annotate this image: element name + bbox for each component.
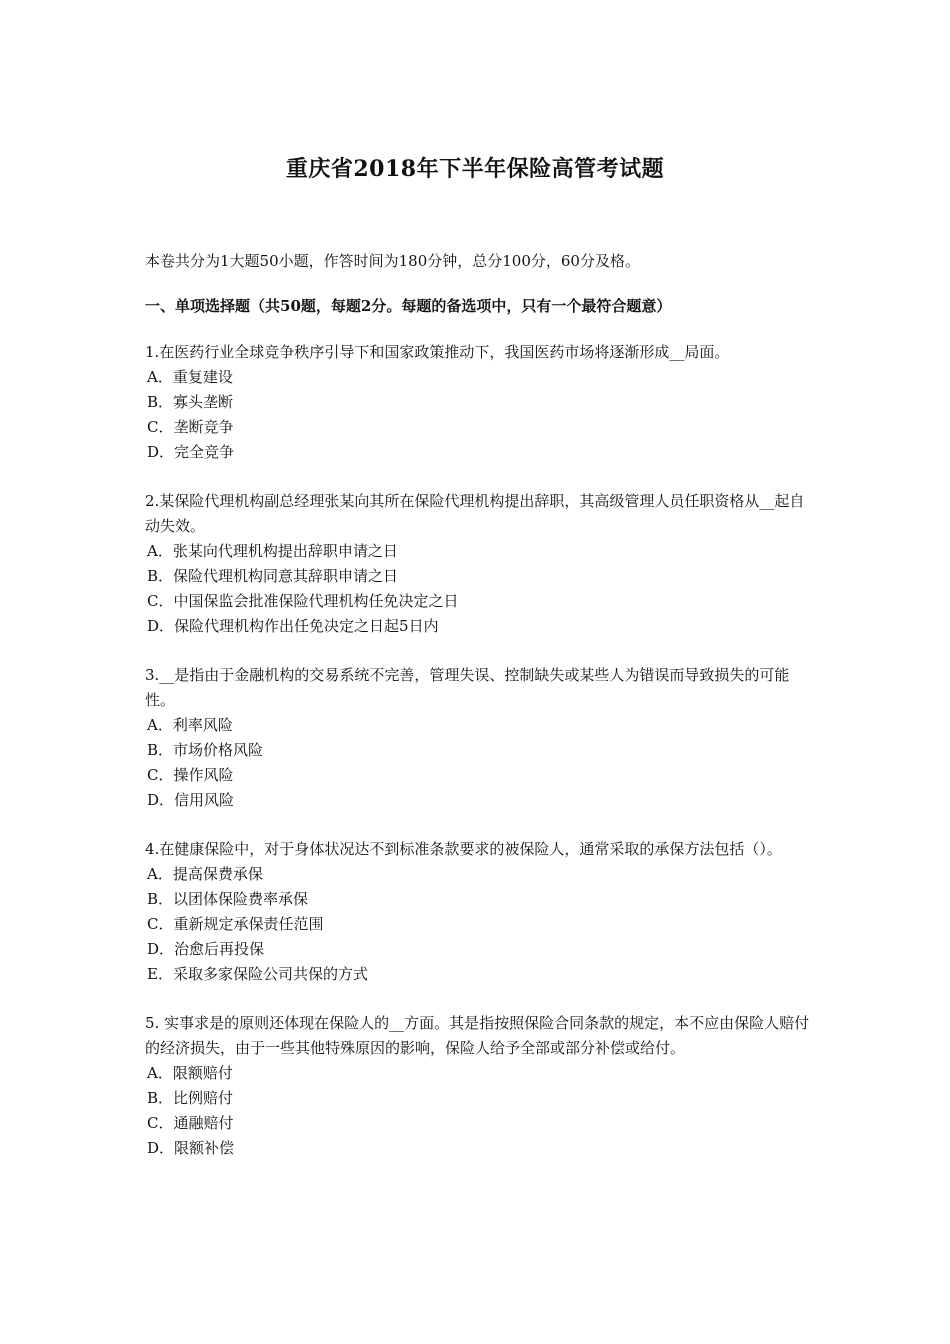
question-stem: 4.在健康保险中，对于身体状况达不到标准条款要求的被保险人，通常采取的承保方法包括（）。 bbox=[145, 840, 782, 858]
answer-option: B．比例赔付 bbox=[147, 1089, 234, 1107]
answer-option: D．完全竞争 bbox=[147, 443, 235, 461]
answer-option: B．以团体保险费率承保 bbox=[147, 890, 309, 908]
answer-option: B．市场价格风险 bbox=[147, 741, 264, 759]
document-body bbox=[145, 249, 815, 1185]
answer-option: D．信用风险 bbox=[147, 791, 235, 809]
question-stem: 5. 实事求是的原则还体现在保险人的__方面。其是指按照保险合同条款的规定，本不应由保险人赔付的经济损失，由于一些其他特殊原因的影响，保险人给予全部或部分补偿或给付。 bbox=[145, 1014, 810, 1057]
question-4 bbox=[145, 837, 815, 987]
answer-option: B．保险代理机构同意其辞职申请之日 bbox=[147, 567, 399, 585]
answer-option: C．通融赔付 bbox=[147, 1114, 234, 1132]
answer-option: C．操作风险 bbox=[147, 766, 234, 784]
answer-option: D．保险代理机构作出任免决定之日起5日内 bbox=[147, 617, 439, 635]
answer-option: A．重复建设 bbox=[147, 368, 233, 386]
option-list bbox=[145, 713, 815, 813]
question-stem: 3.__是指由于金融机构的交易系统不完善，管理失误、控制缺失或某些人为错误而导致损失的可能性。 bbox=[145, 666, 790, 709]
answer-option: E．采取多家保险公司共保的方式 bbox=[147, 965, 368, 983]
answer-option: C．重新规定承保责任范围 bbox=[147, 915, 324, 933]
option-list bbox=[145, 365, 815, 465]
answer-option: A．利率风险 bbox=[147, 716, 233, 734]
answer-option: A．张某向代理机构提出辞职申请之日 bbox=[147, 542, 398, 560]
answer-option: B．寡头垄断 bbox=[147, 393, 234, 411]
question-1 bbox=[145, 340, 815, 465]
question-5 bbox=[145, 1011, 815, 1161]
answer-option: A．限额赔付 bbox=[147, 1064, 233, 1082]
answer-option: C．中国保监会批准保险代理机构任免决定之日 bbox=[147, 592, 459, 610]
document-title: 重庆省2018年下半年保险高管考试题 bbox=[285, 156, 665, 182]
option-list bbox=[145, 539, 815, 639]
option-list bbox=[145, 1061, 815, 1161]
option-list bbox=[145, 862, 815, 987]
answer-option: D．限额补偿 bbox=[147, 1139, 235, 1157]
question-3 bbox=[145, 663, 815, 813]
question-stem: 1.在医药行业全球竞争秩序引导下和国家政策推动下，我国医药市场将逐渐形成__局面。 bbox=[145, 343, 730, 361]
answer-option: A．提高保费承保 bbox=[147, 865, 263, 883]
exam-intro: 本卷共分为1大题50小题，作答时间为180分钟，总分100分，60分及格。 bbox=[145, 252, 640, 270]
answer-option: D．治愈后再投保 bbox=[147, 940, 265, 958]
question-stem: 2.某保险代理机构副总经理张某向其所在保险代理机构提出辞职，其高级管理人员任职资格从__起自动失效。 bbox=[145, 492, 805, 535]
question-2 bbox=[145, 489, 815, 639]
answer-option: C．垄断竞争 bbox=[147, 418, 234, 436]
section-heading: 一、单项选择题（共50题，每题2分。每题的备选项中，只有一个最符合题意） bbox=[145, 297, 672, 315]
question-list bbox=[145, 340, 815, 1161]
